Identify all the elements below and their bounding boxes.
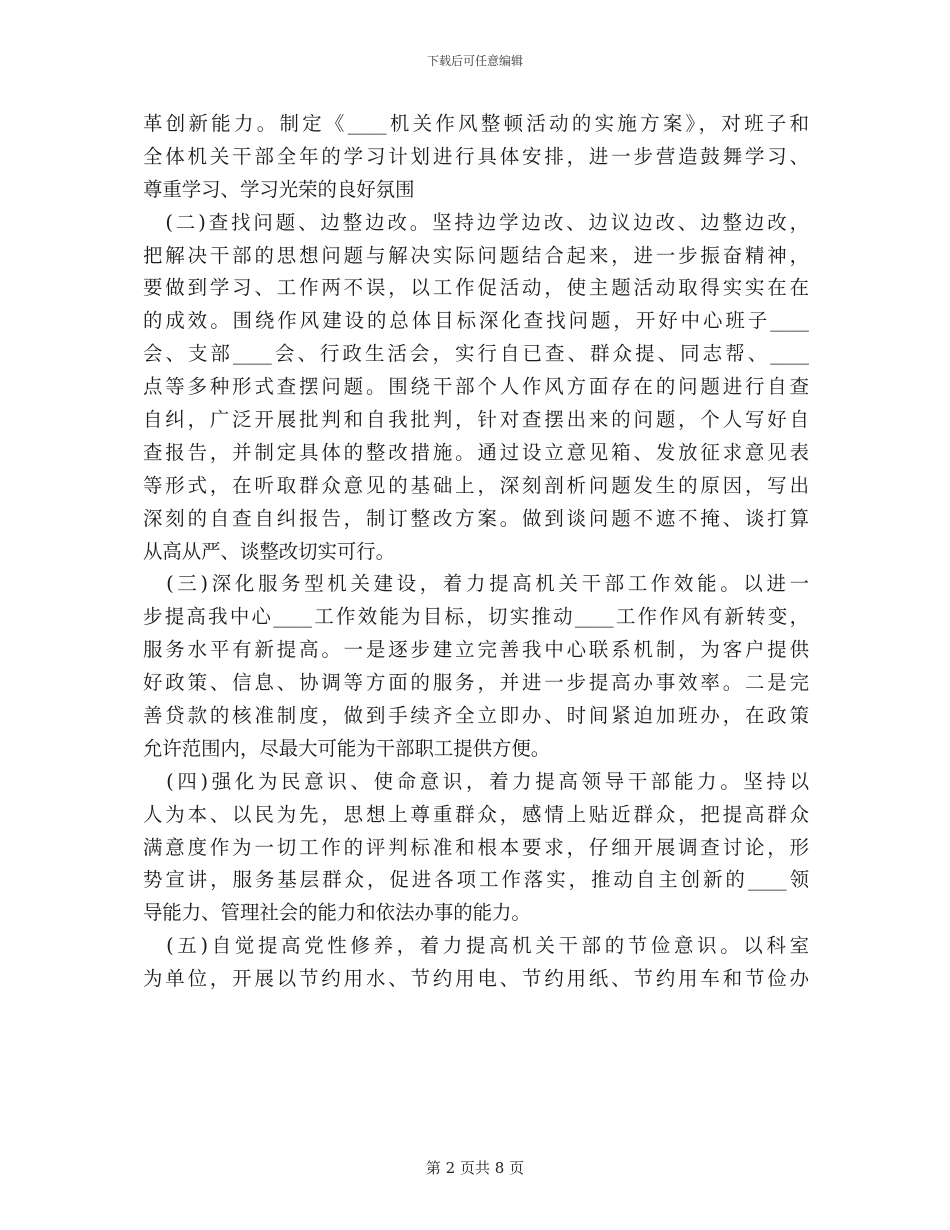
text-line: 会、支部____会、行政生活会，实行自已查、群众提、同志帮、____	[143, 342, 809, 366]
text-line: 善贷款的核准制度，做到手续齐全立即办、时间紧迫加班办，在政策	[143, 704, 809, 728]
text-line: 允许范围内，尽最大可能为干部职工提供方便。	[143, 736, 551, 760]
paragraph-2-start: (二)查找问题、边整边改。坚持边学边改、边议边改、边整边改，	[143, 210, 809, 234]
text-line: 自纠，广泛开展批判和自我批判，针对查摆出来的问题，个人写好自	[143, 408, 809, 432]
paragraph-3-start: (三)深化服务型机关建设，着力提高机关干部工作效能。以进一	[143, 572, 809, 596]
text-line: 步提高我中心____工作效能为目标，切实推动____工作作风有新转变，	[143, 605, 809, 629]
text-line: 导能力、管理社会的能力和依法办事的能力。	[143, 901, 531, 925]
text-line: 查报告，并制定具体的整改措施。通过设立意见箱、发放征求意见表	[143, 440, 809, 464]
text-line: 尊重学习、学习光荣的良好氛围	[143, 177, 415, 201]
text-line: 势宣讲，服务基层群众，促进各项工作落实，推动自主创新的____领	[143, 868, 809, 892]
page-footer: 第 2 页共 8 页	[425, 1159, 525, 1177]
text-line: 服务水平有新提高。一是逐步建立完善我中心联系机制，为客户提供	[143, 638, 809, 662]
text-line: 把解决干部的思想问题与解决实际问题结合起来，进一步振奋精神，	[143, 243, 809, 267]
text-line: 为单位，开展以节约用水、节约用电、节约用纸、节约用车和节俭办	[143, 967, 809, 991]
paragraph-4-start: (四)强化为民意识、使命意识，着力提高领导干部能力。坚持以	[143, 769, 809, 793]
text-line: 好政策、信息、协调等方面的服务，并进一步提高办事效率。二是完	[143, 671, 809, 695]
text-line: 全体机关干部全年的学习计划进行具体安排，进一步营造鼓舞学习、	[143, 144, 809, 168]
text-line: 革创新能力。制定《____机关作风整顿活动的实施方案》，对班子和	[143, 112, 809, 135]
text-line: 等形式，在听取群众意见的基础上，深刻剖析问题发生的原因，写出	[143, 473, 809, 497]
text-line: 人为本、以民为先，思想上尊重群众，感情上贴近群众，把提高群众	[143, 802, 809, 826]
text-line: 从高从严、谈整改切实可行。	[143, 539, 396, 563]
text-line: 要做到学习、工作两不误，以工作促活动，使主题活动取得实实在在	[143, 276, 809, 300]
paragraph-5-start: (五)自觉提高党性修养，着力提高机关干部的节俭意识。以科室	[143, 934, 809, 958]
text-line: 满意度作为一切工作的评判标准和根本要求，仔细开展调查讨论，形	[143, 835, 809, 859]
document-body	[143, 108, 809, 996]
text-line: 的成效。围绕作风建设的总体目标深化查找问题，开好中心班子____	[143, 309, 809, 333]
page-header: 下载后可任意编辑	[426, 54, 523, 68]
text-line: 点等多种形式查摆问题。围绕干部个人作风方面存在的问题进行自查	[143, 375, 809, 399]
text-line: 深刻的自查自纠报告，制订整改方案。做到谈问题不遮不掩、谈打算	[143, 506, 809, 530]
